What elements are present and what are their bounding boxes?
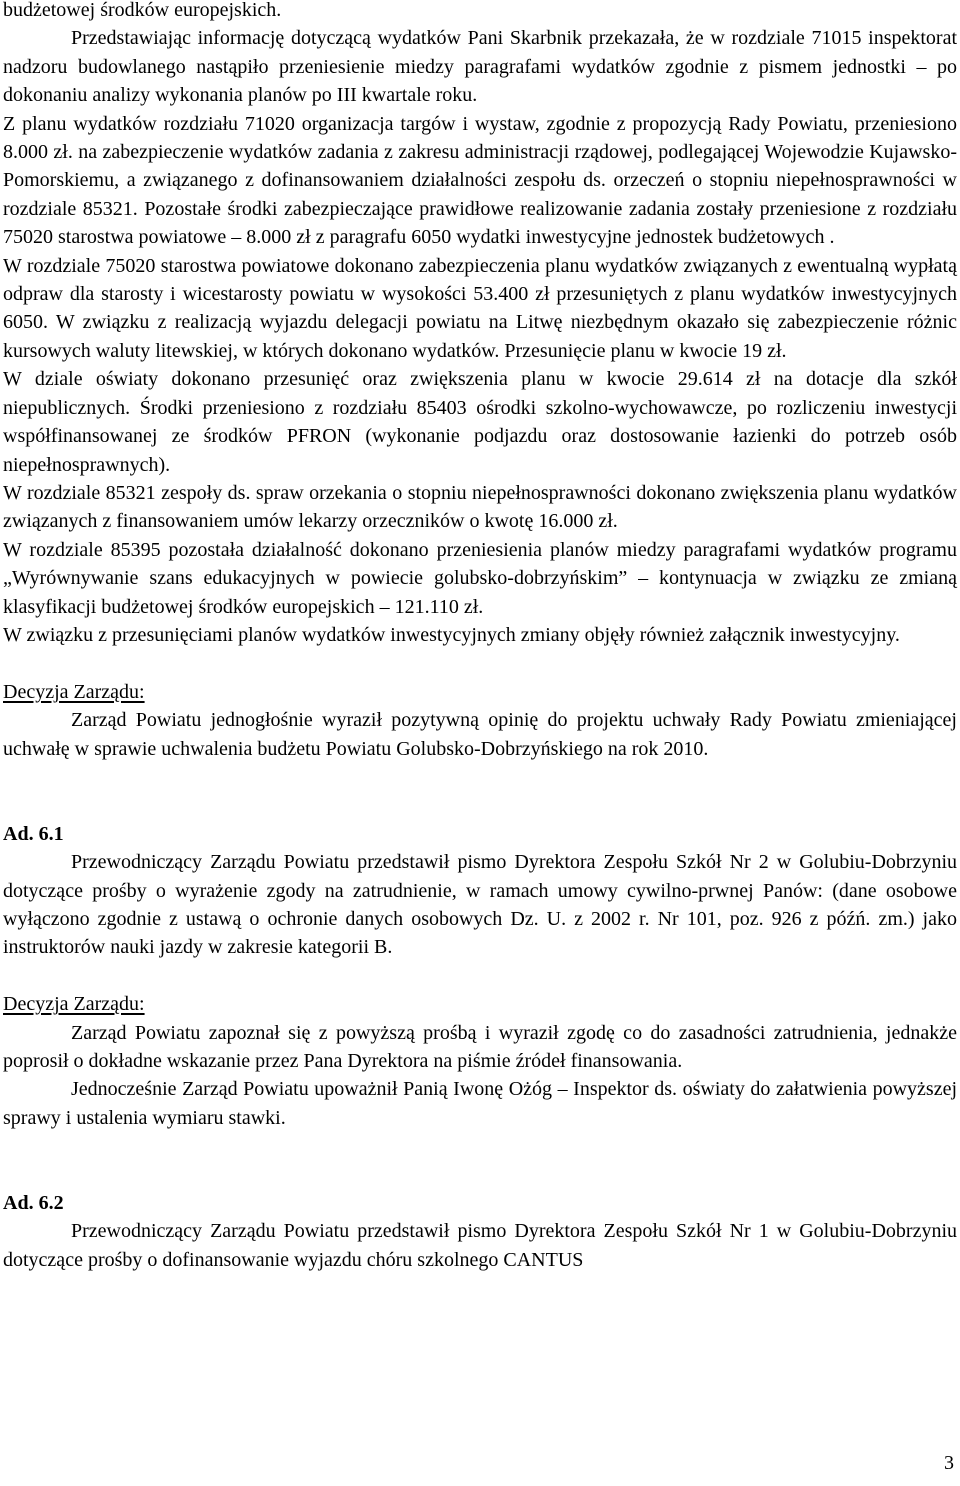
spacer [3,763,957,820]
decision-text: Zarząd Powiatu zapoznał się z powyższą prośbą i wyraził zgodę co do zasadności zatrudnienia, jednakże poprosił o dokładne wskazanie przez Pana Dyrektora na piśmie źródeł finansowania. [3,1021,957,1072]
paragraph-rozdzial-75020: W rozdziale 75020 starostwa powiatowe dokonano zabezpieczenia planu wydatków związanych z ewentualną wypłatą odpraw dla starosty i wicestarosty powiatu w wysokości 53.400 zł przesuniętych z planu wydatków inwestycyjnych 6050. W związku z realizacją wyjazdu delegacji powiatu na Litwę niezbędnym okazało się zabezpieczenie różnic kursowych waluty litewskiej, w których dokonano wydatków. Przesunięcie planu w kwocie 19 zł. [3,254,957,362]
paragraph-skarbnik-info: Przedstawiając informację dotyczącą wydatków Pani Skarbnik przekazała, że w rozdziale 71015 inspektorat nadzoru budowlanego nastąpiło przeniesienie miedzy paragrafami wydatków zgodnie z pismem jednostki – po dokonaniu analizy wykonania planów po III kwartale roku. [3,27,957,107]
decision-heading: Decyzja Zarządu: [3,993,145,1016]
document-page [3,0,957,1274]
paragraph-rozdzial-85395: W rozdziale 85395 pozostała działalność dokonano przeniesienia planów miedzy paragrafami wydatków programu „Wyrównywanie szans edukacyjnych w powiecie golubsko-dobrzyńskim” – kontynuacja w związku ze zmianą klasyfikacji budżetowej środków europejskich – 121.110 zł. [3,538,957,618]
agenda-item-label: Ad. 6.2 [3,1192,64,1214]
spacer [3,649,957,677]
decision-text: Jednocześnie Zarząd Powiatu upoważnił Panią Iwonę Ożóg – Inspektor ds. oświaty do załatwienia powyższej sprawy i ustalenia wymiaru stawki. [3,1078,957,1129]
decision-text: Zarząd Powiatu jednogłośnie wyraził pozytywną opinię do projektu uchwały Rady Powiatu zmieniającej uchwałę w sprawie uchwalenia budżetu Powiatu Golubsko-Dobrzyńskiego na rok 2010. [3,709,957,760]
page-number: 3 [944,1452,954,1474]
spacer [3,1132,957,1189]
paragraph-rozdzial-71020: Z planu wydatków rozdziału 71020 organizacja targów i wystaw, zgodnie z propozycją Rady Powiatu, przeniesiono 8.000 zł. na zabezpieczenie wydatków zadania z zakresu administracji rządowej, podlegającej Wojewodzie Kujawsko-Pomorskiemu, a związanego z dofinansowaniem działalności zespołu ds. orzeczeń o stopniu niepełnosprawności w rozdziale 85321. Pozostałe środki zabezpieczające prawidłowe realizowanie zadania zostały przeniesione z rozdziału 75020 starostwa powiatowe – 8.000 zł z paragrafu 6050 wydatki inwestycyjne jednostek budżetowych . [3,112,957,249]
paragraph-rozdzial-85321: W rozdziale 85321 zespoły ds. spraw orzekania o stopniu niepełnosprawności dokonano zwiększenia planu wydatków związanych z finansowaniem umów lekarzy orzeczników o kwotę 16.000 zł. [3,481,957,533]
decision-heading: Decyzja Zarządu: [3,680,145,703]
paragraph-inwestycje: W związku z przesunięciami planów wydatków inwestycyjnych zmiany objęły również załącznik inwestycyjny. [3,623,900,646]
agenda-item-text: Przewodniczący Zarządu Powiatu przedstawił pismo Dyrektora Zespołu Szkół Nr 2 w Golubiu-Dobrzyniu dotyczące prośby o wyrażenie zgody na zatrudnienie, w ramach umowy cywilno-prwnej Panów: (dane osobowe wyłączono zgodnie z ustawą o ochronie danych osobowych Dz. U. z 2002 r. Nr 101, poz. 926 z późń. zm.) jako instruktorów nauki jazdy w zakresie kategorii B. [3,851,957,959]
agenda-item-text: Przewodniczący Zarządu Powiatu przedstawił pismo Dyrektora Zespołu Szkół Nr 1 w Golubiu-Dobrzyniu dotyczące prośby o dofinansowanie wyjazdu chóru szkolnego CANTUS [3,1220,957,1271]
paragraph-oswiata: W dziale oświaty dokonano przesunięć oraz zwiększenia planu w kwocie 29.614 zł na dotacje dla szkół niepublicznych. Środki przeniesiono z rozdziału 85403 ośrodki szkolno-wychowawcze, po rozliczeniu inwestycji współfinansowanej ze środków PFRON (wykonanie podjazdu oraz dostosowanie łazienki do potrzeb osób niepełnosprawnych). [3,368,957,476]
spacer [3,962,957,990]
agenda-item-label: Ad. 6.1 [3,822,64,845]
paragraph-continuation: budżetowej środków europejskich. [3,0,282,21]
